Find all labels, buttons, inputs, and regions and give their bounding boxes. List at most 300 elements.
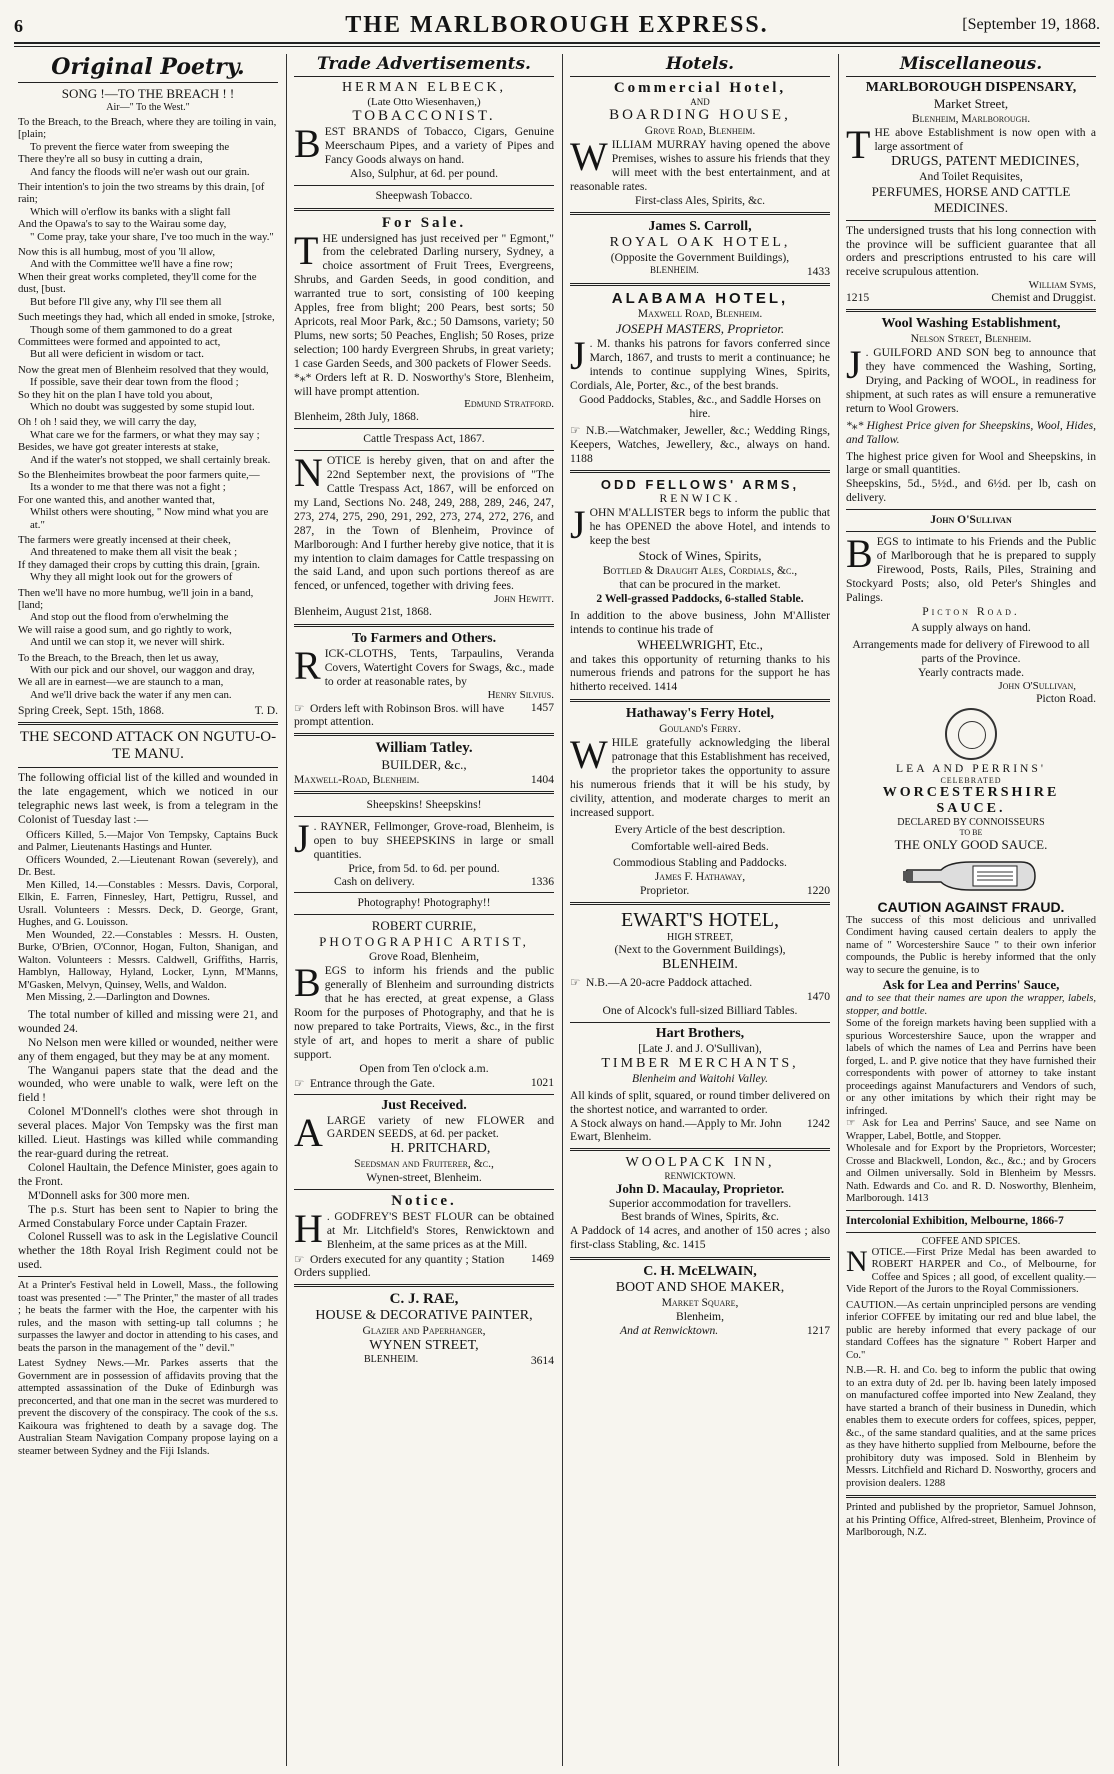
section-heading-miscellaneous: Miscellaneous. bbox=[846, 54, 1096, 77]
farmers-signature: Henry Silvius. bbox=[487, 688, 554, 701]
farmers-body: ICK-CLOTHS, Tents, Tarpaulins, Veranda Covers, Watertight Covers for Swags, &c., made to order at reasonable rates, by bbox=[324, 647, 554, 688]
rae-name: C. J. RAE, bbox=[389, 1290, 459, 1307]
dispensary-street: Market Street, bbox=[933, 96, 1009, 111]
poem-place: Spring Creek, Sept. 15th, 1868. bbox=[18, 704, 165, 718]
carroll-hotel: ROYAL OAK HOTEL, bbox=[609, 235, 791, 251]
tatley-title: William Tatley. bbox=[375, 739, 473, 756]
drop-cap: N bbox=[846, 1244, 868, 1278]
currie-entrance: Entrance through the Gate. bbox=[310, 1076, 435, 1090]
mcelwain-address: Market Square, bbox=[661, 1296, 739, 1310]
lea-perrins-ask: Ask for Lea and Perrins' Sauce, bbox=[882, 977, 1060, 993]
ad-number: 1242 bbox=[806, 1116, 830, 1130]
printers-festival-item: At a Printer's Festival held in Lowell, Mass., the following toast was presented :—" The Printer," the master of all trades ; he beats the farmer with the Hoe, the carpenter with his rules, and the mason with setting-up tall columns ; he surpasses the lawyer and doctor in attending to his cases, and beats the parson in the management of the " devil." bbox=[18, 1280, 278, 1354]
poem-signature bbox=[18, 704, 278, 717]
ad-number: 1220 bbox=[806, 884, 830, 898]
poem-line: What care we for the farmers, or what they may say ; bbox=[30, 428, 260, 441]
rule bbox=[570, 1148, 830, 1151]
dispensary-drugs: DRUGS, PATENT MEDICINES, bbox=[891, 153, 1080, 169]
wool-price: The highest price given for Wool and Sheepskins, in large or small quantities. bbox=[846, 449, 1096, 477]
rule bbox=[294, 816, 554, 817]
woolpack-town: RENWICKTOWN. bbox=[664, 1170, 736, 1181]
pointing-hand-icon: ☞ bbox=[846, 1118, 856, 1130]
rule bbox=[570, 699, 830, 702]
exhibition-nb: N.B.—R. H. and Co. beg to inform the public that owing to an extra duty of 2d. per lb. having been lately imposed on manufactured coffee imported into New Zealand, they have started a branch of their business in Dunedin, which enables them to execute orders for coffees, spices, pepper, &c., of the same standard qualities, and at the same prices as they have hitherto supplied from Melbourne, before the prohibitory duty was imposed. Sold in Blenheim by Messrs. Litchfield and Richard D. Nosworthy, grocers and provision dealers. bbox=[846, 1365, 1096, 1489]
hathaway-line: Commodious Stabling and Paddocks. bbox=[613, 856, 787, 870]
oddfellows-town: RENWICK. bbox=[659, 492, 741, 506]
oddfellows-paddocks: 2 Well-grassed Paddocks, 6-stalled Stable. bbox=[596, 591, 804, 605]
poem-stanza bbox=[18, 416, 278, 466]
mcelwain-town: Blenheim, bbox=[676, 1310, 724, 1324]
rae-address: WYNEN STREET, bbox=[369, 1337, 479, 1353]
elbeck-sulphur: Also, Sulphur, at 6d. per pound. bbox=[350, 166, 498, 180]
hart-name: Hart Brothers, bbox=[655, 1025, 745, 1041]
alabama-paddocks: Good Paddocks, Stables, &c., and Saddle Horses on hire. bbox=[579, 392, 821, 420]
currie-name: ROBERT CURRIE, bbox=[371, 918, 477, 934]
oddfellows-addition: In addition to the above business, John M'Allister intends to continue his trade of bbox=[570, 608, 830, 636]
rule bbox=[294, 428, 554, 429]
hathaway-location: Gouland's Ferry. bbox=[659, 722, 741, 736]
notice-title: Notice. bbox=[391, 1193, 457, 1210]
article-paragraph: The total number of killed and missing were 21, and wounded 24. bbox=[18, 1007, 278, 1035]
poem-line: To the Breach, to the Breach, where they are toiling in vain, [plain; bbox=[18, 116, 277, 141]
alabama-address: Maxwell Road, Blenheim. bbox=[637, 307, 763, 321]
poem-line: If they damaged their crops by cutting this drain, [grain. bbox=[18, 558, 260, 571]
column-hotels bbox=[566, 54, 834, 1766]
ewart-street: HIGH STREET, bbox=[667, 932, 733, 944]
carroll-opposite: (Opposite the Government Buildings), bbox=[610, 251, 790, 265]
pritchard-name: H. PRITCHARD, bbox=[390, 1141, 491, 1157]
pritchard-trade: Seedsman and Fruiterer, &c., bbox=[354, 1157, 494, 1171]
poem-line: With our pick and our shovel, our waggon and dray, bbox=[30, 664, 255, 677]
poem-line: Though some of them gammoned to do a great bbox=[30, 323, 233, 336]
ad-number: 1457 bbox=[530, 700, 554, 714]
section-heading-trade: Trade Advertisements. bbox=[294, 54, 554, 77]
rule bbox=[570, 470, 830, 473]
elbeck-late: (Late Otto Wiesenhaven,) bbox=[367, 96, 481, 108]
lea-perrins-body: The success of this most delicious and unrivalled Condiment having caused certain dealers to apply the name of " Worcestershire Sauce " to their own inferior compounds, the Public is hereby informed that the only way to secure the genuine, is to bbox=[846, 914, 1096, 976]
ad-number: 1469 bbox=[530, 1251, 554, 1265]
drop-cap: J bbox=[570, 333, 586, 379]
ad-number: 1433 bbox=[806, 265, 830, 279]
article-paragraph: M'Donnell asks for 300 more men. bbox=[28, 1188, 190, 1202]
mcelwain-name: C. H. McELWAIN, bbox=[643, 1264, 757, 1280]
for-sale-body: HE undersigned has just received per " Egmont," from the celebrated Darling nursery, Sydney, a choice assortment of Fruit Trees, Evergreens, Shrubs, and Garden Seeds, in good condition, and warranted true to sort, consisting of 100 keeping Apples, free from blight; 200 Pears, best sorts; 50 Apricots, real Moor Park, &c.; 50 Damsons, variety; 50 Plums, new sorts; 50 Peaches, English; 50 Roses, prize selection; 100 hardy Evergreen Shrubs, in great variety; 1 case Garden Seeds, and 300 packets of Flower Seeds. bbox=[294, 231, 554, 370]
drop-cap: J bbox=[294, 815, 310, 861]
ad-number: 1288 bbox=[923, 1477, 946, 1489]
tatley-address: Maxwell-Road, Blenheim. bbox=[294, 772, 420, 786]
drop-cap: B bbox=[294, 960, 321, 1006]
woolpack-line: Best brands of Wines, Spirits, &c. bbox=[621, 1210, 779, 1224]
article-paragraph: The Wanganui papers state that the dead and the wounded, who were unable to walk, were left on the field ! bbox=[18, 1063, 278, 1105]
rule bbox=[294, 914, 554, 915]
poem-line: Their intention's to join the two streams by this drain, [of rain; bbox=[18, 181, 265, 206]
poem-line: For one wanted this, and another wanted that, bbox=[18, 493, 215, 506]
drop-cap: B bbox=[846, 531, 873, 577]
notice-body: . GODFREY'S BEST FLOUR can be obtained at Mr. Litchfield's Stores, Renwicktown and Blenheim, at the same prices as at the Mill. bbox=[326, 1210, 554, 1251]
sauce-bottle-icon bbox=[901, 856, 1041, 896]
section-heading-poetry: Original Poetry. bbox=[18, 54, 278, 83]
dispensary-body: HE above Establishment is now open with a large assortment of bbox=[874, 125, 1096, 153]
dispensary-trust: The undersigned trusts that his long connection with the province will be sufficient guarantee that all orders and prescriptions entrusted to his care will receive scrupulous attention. bbox=[846, 223, 1096, 279]
page-number: 6 bbox=[14, 16, 23, 36]
osullivan-road: Picton Road. bbox=[922, 604, 1020, 618]
wool-highest: *⁎* Highest Price given for Sheepskins, Wool, Hides, and Tallow. bbox=[846, 418, 1096, 446]
rule bbox=[846, 531, 1096, 532]
drop-cap: B bbox=[294, 121, 321, 166]
rule bbox=[570, 283, 830, 286]
hart-trade: TIMBER MERCHANTS, bbox=[601, 1055, 799, 1071]
ad-number: 1336 bbox=[530, 875, 554, 889]
rule bbox=[570, 902, 830, 905]
poem-line: But before I'll give any, why I'll see them all bbox=[30, 295, 222, 308]
rule bbox=[294, 208, 554, 211]
sheepskins-price: Price, from 5d. to 6d. per pound. bbox=[348, 861, 500, 875]
sydney-news-item: Latest Sydney News.—Mr. Parkes asserts that the Government are in possession of affidavits proving that the attempted assassination of the Duke of Edinburgh was preconcerted, and that one man in the secret was murdered to prevent the discovery of the conspiracy. The cook of the s.s. Kaikoura was frightened to death by a savage dog. The Australian Steam Navigation Company propose laying on a steamer between Sydney and the Fiji Islands. bbox=[18, 1358, 278, 1457]
lea-perrins-declared: DECLARED BY CONNOISSEURS bbox=[897, 816, 1045, 828]
article-paragraph: Colonel Haultain, the Defence Minister, goes again to the Front. bbox=[18, 1160, 278, 1188]
drop-cap: J bbox=[846, 342, 862, 388]
farmers-orders: Orders left with Robinson Bros. will have prompt attention. bbox=[294, 701, 505, 728]
ad-number: 1215 bbox=[846, 291, 870, 305]
pointing-hand-icon: ☞ bbox=[294, 701, 305, 715]
mcelwain-renwick: And at Renwicktown. bbox=[620, 1323, 719, 1337]
drop-cap: W bbox=[570, 133, 608, 179]
lea-perrins-name: LEA AND PERRINS' bbox=[896, 762, 1046, 775]
poem-stanza bbox=[18, 469, 278, 531]
hart-stock: A Stock always on hand.—Apply to Mr. John Ewart, Blenheim. bbox=[570, 1116, 782, 1143]
hart-body: All kinds of split, squared, or round timber delivered on the shortest notice, and warranted to order. bbox=[570, 1088, 830, 1116]
article-paragraph: No Nelson men were killed or wounded, neither were any of them engaged, but they may be at any moment. bbox=[18, 1035, 278, 1063]
drop-cap: J bbox=[570, 502, 586, 548]
hathaway-signature: James F. Hathaway, bbox=[654, 870, 746, 884]
ewart-name: EWART'S HOTEL, bbox=[621, 909, 779, 932]
issue-date: [September 19, 1868. bbox=[962, 16, 1100, 33]
hathaway-line: Comfortable well-aired Beds. bbox=[631, 839, 769, 853]
drop-cap: H bbox=[294, 1206, 323, 1252]
dispensary-role: Chemist and Druggist. bbox=[991, 291, 1096, 305]
rule bbox=[846, 1232, 1096, 1233]
hathaway-name: Hathaway's Ferry Hotel, bbox=[625, 706, 775, 722]
poem-line: To the Breach, to the Breach, then let us away, bbox=[18, 651, 219, 664]
poem-line: " Come pray, take your share, I've too much in the way." bbox=[30, 230, 274, 243]
poem-line: But all were deficient in wisdom or tact. bbox=[30, 348, 204, 361]
commercial-ales: First-class Ales, Spirits, &c. bbox=[634, 193, 766, 207]
currie-address: Grove Road, Blenheim, bbox=[368, 950, 480, 964]
poem-line: There they're all so busy in cutting a drain, bbox=[18, 153, 203, 166]
woolpack-name: WOOLPACK INN, bbox=[625, 1154, 775, 1170]
for-sale-signature: Edmund Stratford. bbox=[464, 398, 554, 411]
woolpack-paddock: A Paddock of 14 acres, and another of 150 acres ; also first-class Stabling, &c. bbox=[570, 1224, 830, 1252]
rule bbox=[846, 220, 1096, 221]
poem-line: We will raise a good sum, and go rightly to work, bbox=[18, 623, 232, 636]
hathaway-line: Every Article of the best description. bbox=[614, 822, 786, 836]
ewart-nb: N.B.—A 20-acre Paddock attached. bbox=[586, 976, 753, 990]
ad-number: 1415 bbox=[682, 1238, 706, 1252]
ad-number: 1414 bbox=[654, 680, 678, 694]
rule bbox=[18, 1276, 278, 1277]
article-title: THE SECOND ATTACK ON NGUTU-O-TE MANU. bbox=[19, 729, 277, 763]
currie-trade: PHOTOGRAPHIC ARTIST, bbox=[319, 934, 529, 950]
sheepskins-title: Sheepskins! Sheepskins! bbox=[366, 797, 482, 811]
masthead-rule bbox=[14, 42, 1100, 47]
pritchard-address: Wynen-street, Blenheim. bbox=[366, 1171, 482, 1185]
drop-cap: T bbox=[846, 121, 871, 167]
dispensary-signature: William Syms, bbox=[1028, 279, 1096, 292]
oddfellows-body: OHN M'ALLISTER begs to inform the public that he has OPENED the above Hotel, and intends to keep the best bbox=[589, 506, 830, 548]
lea-perrins-body: Ask for Lea and Perrins' Sauce, and see Name on Wrapper, Label, Bottle, and Stopper. bbox=[846, 1118, 1096, 1142]
oddfellows-name: ODD FELLOWS' ARMS, bbox=[600, 477, 800, 493]
lea-perrins-sauce: WORCESTERSHIRE SAUCE. bbox=[882, 784, 1060, 816]
masthead bbox=[14, 12, 1100, 42]
ewart-next: (Next to the Government Buildings), bbox=[614, 943, 786, 957]
rule bbox=[846, 509, 1096, 510]
wool-skins: Sheepskins, 5d., 5½d., and 6½d. per lb, cash on delivery. bbox=[846, 477, 1096, 505]
pointing-hand-icon: ☞ bbox=[570, 976, 581, 990]
rule bbox=[846, 1210, 1096, 1211]
poem-stanza bbox=[18, 652, 278, 702]
rule bbox=[294, 892, 554, 893]
commercial-name: Commercial Hotel, bbox=[613, 80, 787, 96]
poem-line: And the Opawa's to say to the Wairau some day, bbox=[18, 218, 227, 231]
casualty-entry: Men Killed, 14.—Constables : Messrs. Davis, Corporal, Elkin, E. Farren, Finnesley, Hart, Pettigru, Russel, and Usrall. Volunteers : Messrs. Deck, D. George, Grant, Hughes, and G. Louisson. bbox=[18, 879, 278, 929]
rule bbox=[294, 1189, 554, 1190]
commercial-boarding: BOARDING HOUSE, bbox=[609, 107, 791, 123]
poem-line: Then we'll have no more humbug, we'll join in a band, [land; bbox=[18, 586, 254, 612]
currie-hours: Open from Ten o'clock a.m. bbox=[359, 1061, 489, 1075]
rule bbox=[294, 624, 554, 627]
commercial-address: Grove Road, Blenheim. bbox=[644, 124, 756, 137]
lea-perrins-tobe: TO BE bbox=[959, 827, 983, 837]
poem-stanza bbox=[18, 181, 278, 243]
ad-number: 1021 bbox=[530, 1075, 554, 1089]
rule bbox=[846, 309, 1096, 312]
pointing-hand-icon: ☞ bbox=[294, 1252, 305, 1266]
poem-line: And with the Committee we'll have a fine row; bbox=[30, 258, 233, 271]
article-intro: The following official list of the killed and wounded in the late engagement, which we noticed in our telegraphic news last week, is from a telegram in the Colonist of Tuesday last :— bbox=[18, 771, 278, 826]
oddfellows-ales: Bottled & Draught Ales, Cordials, &c., bbox=[602, 564, 798, 578]
rule bbox=[294, 185, 554, 186]
rule bbox=[570, 1022, 830, 1023]
currie-body: EGS to inform his friends and the public generally of Blenheim and surrounding districts that he has erected, at great expense, a Glass Room for the purposes of Photography, and that he is now prepared to take Portraits, Views, &c., in the first style of art, and hopes to merit a share of public support. bbox=[294, 964, 554, 1061]
column-trade bbox=[290, 54, 558, 1766]
hathaway-proprietor: Proprietor. bbox=[640, 884, 690, 898]
hart-late: [Late J. and J. O'Sullivan), bbox=[638, 1041, 762, 1055]
poem-line: Which no doubt was suggested by some stupid lout. bbox=[30, 400, 255, 413]
column-divider bbox=[838, 54, 839, 1766]
poem-line: The farmers were greatly incensed at their cheek, bbox=[18, 534, 231, 546]
hart-location: Blenheim and Waitohi Valley. bbox=[631, 1071, 769, 1085]
poem-line: So the Blenheimites browbeat the poor farmers quite,— bbox=[18, 468, 260, 481]
poem-line: Besides, we have got greater interests at stake, bbox=[18, 441, 219, 454]
lea-perrins-body: and to see that their names are upon the wrapper, labels, stopper, and bottle. bbox=[846, 993, 1096, 1017]
dispensary-toilet: And Toilet Requisites, bbox=[919, 169, 1023, 183]
rae-sub: Glazier and Paperhanger, bbox=[362, 1323, 486, 1337]
lea-perrins-only: THE ONLY GOOD SAUCE. bbox=[894, 836, 1048, 852]
rule bbox=[294, 1094, 554, 1095]
lea-perrins-celebrated: CELEBRATED bbox=[940, 775, 1002, 785]
for-sale-date: Blenheim, 28th July, 1868. bbox=[294, 410, 419, 424]
poem-line: We all are in earnest—we are staunch to a man, bbox=[18, 676, 224, 689]
oddfellows-procured: that can be procured in the market. bbox=[619, 577, 781, 591]
poem-stanza bbox=[18, 116, 278, 178]
poem-line: To prevent the fierce water from sweeping the bbox=[30, 140, 230, 153]
poem-stanza bbox=[18, 534, 278, 584]
cattle-act-date: Blenheim, August 21st, 1868. bbox=[294, 605, 432, 619]
poem-line: And until we can stop it, we never will shirk. bbox=[30, 636, 225, 649]
article-body bbox=[18, 1008, 278, 1272]
column-poetry bbox=[14, 54, 282, 1766]
cattle-act-signature: John Hewitt. bbox=[494, 593, 554, 606]
pointing-hand-icon: ☞ bbox=[570, 423, 581, 437]
alabama-name: ALABAMA HOTEL, bbox=[611, 290, 789, 308]
article-paragraph: The p.s. Sturt has been sent to Napier to bring the Armed Constabulary Force under Captain Frazer. bbox=[18, 1202, 278, 1230]
rae-trade: HOUSE & DECORATIVE PAINTER, bbox=[315, 1307, 533, 1323]
poem-line: And fancy the floods will ne'er wash out our grain. bbox=[30, 165, 250, 178]
drop-cap: W bbox=[570, 732, 608, 778]
casualty-list bbox=[18, 830, 278, 1005]
pointing-hand-icon: ☞ bbox=[294, 1076, 305, 1090]
column-divider bbox=[286, 54, 287, 1766]
poem-line: Whilst others were shouting, " Now mind what you are at." bbox=[30, 506, 269, 531]
column-miscellaneous bbox=[842, 54, 1100, 1766]
poem-line: Now this is all humbug, most of you 'll allow, bbox=[18, 246, 216, 259]
mcelwain-trade: BOOT AND SHOE MAKER, bbox=[615, 1280, 785, 1296]
drop-cap: N bbox=[294, 450, 323, 496]
rule bbox=[846, 1495, 1096, 1498]
ad-number: 1188 bbox=[570, 451, 593, 465]
lea-perrins-body: Wholesale and for Export by the Proprietors, Worcester; Crosse and Blackwell, London, &c., &c.; and by Grocers and Oilmen universally. Sold in Blenheim by Messrs. Nath. Edwards and Co. and R. D. Nosworthy, Blenheim, Marlborough. bbox=[846, 1143, 1096, 1205]
poem-air: Air—" To the West." bbox=[106, 102, 190, 113]
newspaper-title: THE MARLBOROUGH EXPRESS. bbox=[345, 12, 769, 38]
alabama-body: . M. thanks his patrons for favors conferred since March, 1867, and trusts to merit a continuance; he intends to continue supplying Wines, Spirits, Cordials, Ale, Porter, &c., of the best brands. bbox=[570, 337, 830, 392]
tatley-trade: BUILDER, &c., bbox=[381, 756, 467, 772]
carroll-town: BLENHEIM. bbox=[650, 265, 699, 276]
alabama-proprietor: JOSEPH MASTERS, Proprietor. bbox=[615, 321, 785, 337]
ewart-town: BLENHEIM. bbox=[662, 957, 738, 973]
poem-line: Committees were formed and appointed to act, bbox=[18, 335, 221, 348]
rule bbox=[18, 722, 278, 725]
ad-number: 1413 bbox=[907, 1193, 929, 1205]
exhibition-body: OTICE.—First Prize Medal has been awarded to ROBERT HARPER and Co., of Melbourne, for Coffee and Spices ; all good, of excellent quality.—Vide Report of the Jurors to the Royal Commissioners. bbox=[846, 1246, 1096, 1296]
sheepwash-tobacco: Sheepwash Tobacco. bbox=[375, 188, 473, 202]
woolpack-line: Superior accommodation for travellers. bbox=[608, 1196, 792, 1210]
exhibition-sub: COFFEE AND SPICES. bbox=[921, 1235, 1021, 1247]
poem-line: Why they all might look out for the growers of bbox=[30, 571, 233, 584]
article-paragraph: Colonel M'Donnell's clothes were shot through in several places. Major Von Tempsky was the first man killed. Lieut. Hastings was killed while commanding the rear-guard during the retreat. bbox=[18, 1105, 278, 1160]
commercial-body: ILLIAM MURRAY having opened the above Premises, wishes to assure his friends that they will meet with the best entertainment, and at reasonable rates. bbox=[570, 137, 830, 193]
exhibition-caution: CAUTION.—As certain unprincipled persons are vending inferior COFFEE by imitating our red and blue label, the public are hereby informed that every package of our standard Coffees has the signature " Robert Harper and Co." bbox=[846, 1299, 1096, 1361]
cattle-act-body: OTICE is hereby given, that on and after the 22nd September next, the provisions of "The Cattle Trespass Act, 1867, will be enforced on my Land, Sections No. 248, 249, 288, 289, 246, 247, 273, 274, 275, 290, 291, 292, 273, 274, 272, 276, and 287, in the Town of Blenheim, Province of Marlborough: And I further hereby give notice, that it is my intention to claim damages for Cattle trespassing on the said Land, and upon such portions thereof as are fenced, or unfenced, together with driving fees. bbox=[294, 454, 554, 593]
poem-stanza bbox=[18, 311, 278, 361]
poem-line: Its a wonder to me that there was not a fight ; bbox=[30, 481, 226, 494]
for-sale-title: For Sale. bbox=[381, 214, 467, 231]
rule bbox=[18, 767, 278, 768]
drop-cap: T bbox=[294, 227, 319, 273]
ad-number: 1404 bbox=[530, 772, 554, 786]
poem-line: And threatened to make them all visit the beak ; bbox=[30, 546, 238, 559]
article-paragraph: Colonel Russell was to ask in the Legislative Council whether the 18th Royal Irish Regiment could not be used. bbox=[18, 1230, 278, 1272]
wool-title: Wool Washing Establishment, bbox=[881, 316, 1061, 332]
poem-line: When their great works completed, they'll come for the dust, [bust. bbox=[18, 270, 257, 296]
ad-number: 1470 bbox=[806, 990, 830, 1004]
wool-body: . GUILFORD AND SON beg to announce that they have commenced the Washing, Sorting, Drying, and Packing of WOOL, in readiness for shipment, at such rates as will ensure a remunerative return to Wool Growers. bbox=[846, 346, 1096, 415]
poem-stanza bbox=[18, 587, 278, 649]
section-heading-hotels: Hotels. bbox=[570, 54, 830, 77]
osullivan-arrangements: Arrangements made for delivery of Firewood to all parts of the Province. bbox=[852, 638, 1090, 666]
rule bbox=[294, 1284, 554, 1287]
elbeck-body: EST BRANDS of Tobacco, Cigars, Genuine Meerschaum Pipes, and a variety of Pipes and Fancy Goods always on hand. bbox=[324, 125, 554, 166]
farmers-title: To Farmers and Others. bbox=[351, 631, 497, 647]
casualty-entry: Men Missing, 2.—Darlington and Downes. bbox=[26, 992, 210, 1004]
received-body: LARGE variety of new FLOWER and GARDEN SEEDS, at 6d. per packet. bbox=[326, 1113, 554, 1141]
rae-town: BLENHEIM. bbox=[364, 1353, 419, 1365]
poem-author: T. D. bbox=[254, 704, 278, 718]
for-sale-orders: *⁎* Orders left at R. D. Nosworthy's Store, Blenheim, will have prompt attention. bbox=[294, 370, 554, 398]
hathaway-body: HILE gratefully acknowledging the liberal patronage that this Establishment has received, the proprietor takes the opportunity to assure his numerous friends that it will be his study, by civility, attention, and moderate charges to merit an increased support. bbox=[570, 736, 830, 819]
drop-cap: R bbox=[294, 643, 321, 689]
column-divider bbox=[562, 54, 563, 1766]
osullivan-title: John O'Sullivan bbox=[930, 513, 1012, 527]
poem-line: Now the great men of Blenheim resolved that they would, bbox=[18, 363, 269, 376]
casualty-entry: Men Wounded, 22.—Constables : Messrs. H. Ousten, Burke, O'Brien, O'Connor, Hogan, Fulton, Shanigan, and Walton. Volunteers : Messrs. Caldwell, Griffiths, Harris, Hamblyn, Halloway, Hyland, Locker, Lynn, M'Manns, M'Gasken, Melvyn, Quinsey, Wells, and Waldon. bbox=[18, 929, 278, 991]
rule bbox=[570, 1257, 830, 1260]
received-title: Just Received. bbox=[381, 1097, 467, 1113]
notice-orders: Orders executed for any quantity ; Station Orders supplied. bbox=[294, 1252, 505, 1279]
wool-address: Nelson Street, Blenheim. bbox=[910, 332, 1032, 346]
poem-line: And we'll drive back the water if any men can. bbox=[30, 688, 232, 701]
woolpack-proprietor: John D. Macaulay, Proprietor. bbox=[615, 1180, 785, 1196]
osullivan-location: Picton Road. bbox=[1036, 692, 1096, 706]
cattle-act-title: Cattle Trespass Act, 1867. bbox=[363, 432, 485, 446]
poem-title: SONG !—TO THE BREACH ! ! bbox=[61, 86, 235, 101]
osullivan-supply: A supply always on hand. bbox=[911, 621, 1031, 635]
dispensary-perfumes: PERFUMES, HORSE AND CATTLE MEDICINES. bbox=[871, 183, 1071, 215]
poem-stanza bbox=[18, 246, 278, 308]
oddfellows-stock: Stock of Wines, Spirits, bbox=[638, 548, 762, 564]
ad-number: 3614 bbox=[530, 1353, 554, 1367]
carroll-name: James S. Carroll, bbox=[648, 219, 752, 235]
poem-line: And stop out the flood from o'erwhelming the bbox=[30, 611, 229, 624]
dispensary-town: Blenheim, Marlborough. bbox=[911, 112, 1031, 125]
alabama-nb: N.B.—Watchmaker, Jeweller, &c.; Wedding Rings, Keepers, Watches, Jewellery, &c., always on hand. bbox=[570, 423, 830, 451]
rule bbox=[570, 212, 830, 215]
osullivan-signature: John O'Sullivan, bbox=[998, 680, 1076, 693]
oddfellows-thanks: and takes this opportunity of returning thanks to his numerous friends and patrons for the support he has hitherto received. bbox=[570, 652, 830, 694]
poem-line: Which will o'erflow its banks with a slight fall bbox=[30, 205, 231, 218]
imprint: Printed and published by the proprietor, Samuel Johnson, at his Printing Office, Alfred-street, Blenheim, Province of Marlborough, N.Z. bbox=[846, 1502, 1096, 1539]
elbeck-name: HERMAN ELBECK, bbox=[341, 80, 507, 95]
photography-title: Photography! Photography!! bbox=[357, 896, 491, 910]
ad-number: 1217 bbox=[806, 1323, 830, 1337]
exhibition-title: Intercolonial Exhibition, Melbourne, 1866-7 bbox=[846, 1213, 1064, 1227]
osullivan-body: EGS to intimate to his Friends and the Public of Marlborough that he is prepared to supply Firewood, Posts, Rails, Piles, Straining and Stockyard Posts; also, old Peter's Shingles and Palings. bbox=[846, 535, 1096, 604]
oddfellows-trade: WHEELWRIGHT, Etc., bbox=[637, 636, 763, 652]
elbeck-trade: TOBACCONIST. bbox=[352, 108, 496, 124]
commercial-and: AND bbox=[690, 97, 710, 107]
lea-perrins-body: Some of the foreign markets having been supplied with a spurious Worcestershire Sauce, upon the wrapper and labels of which the names of Lea and Perrins have been forged, L. and P. give notice that they have furnished their correspondents with power of attorney to take instant proceedings against Manufacturers and Vendors of such, or any other imitations by which their right may be infringed. bbox=[846, 1018, 1096, 1117]
poem-line: And if the water's not stopped, we shall certainly break. bbox=[30, 453, 271, 466]
poem-line: Oh ! oh ! said they, we will carry the day, bbox=[18, 416, 197, 429]
osullivan-yearly: Yearly contracts made. bbox=[917, 666, 1025, 680]
poem-line: Such meetings they had, which all ended in smoke, [stroke, bbox=[18, 311, 275, 324]
prize-medal-icon bbox=[945, 708, 997, 760]
casualty-entry: Officers Killed, 5.—Major Von Tempsky, Captains Buck and Palmer, Lieutenants Hastings and Hunter. bbox=[18, 829, 278, 854]
ewart-tables: One of Alcock's full-sized Billiard Tables. bbox=[602, 1003, 798, 1017]
poem-line: So they hit on the plan I have told you about, bbox=[18, 388, 213, 401]
poem-line: If possible, save their dear town from the flood ; bbox=[30, 376, 239, 389]
sheepskins-body: . RAYNER, Fellmonger, Grove-road, Blenheim, is open to buy SHEEPSKINS in large or small quantities. bbox=[313, 819, 554, 861]
rule bbox=[294, 791, 554, 794]
